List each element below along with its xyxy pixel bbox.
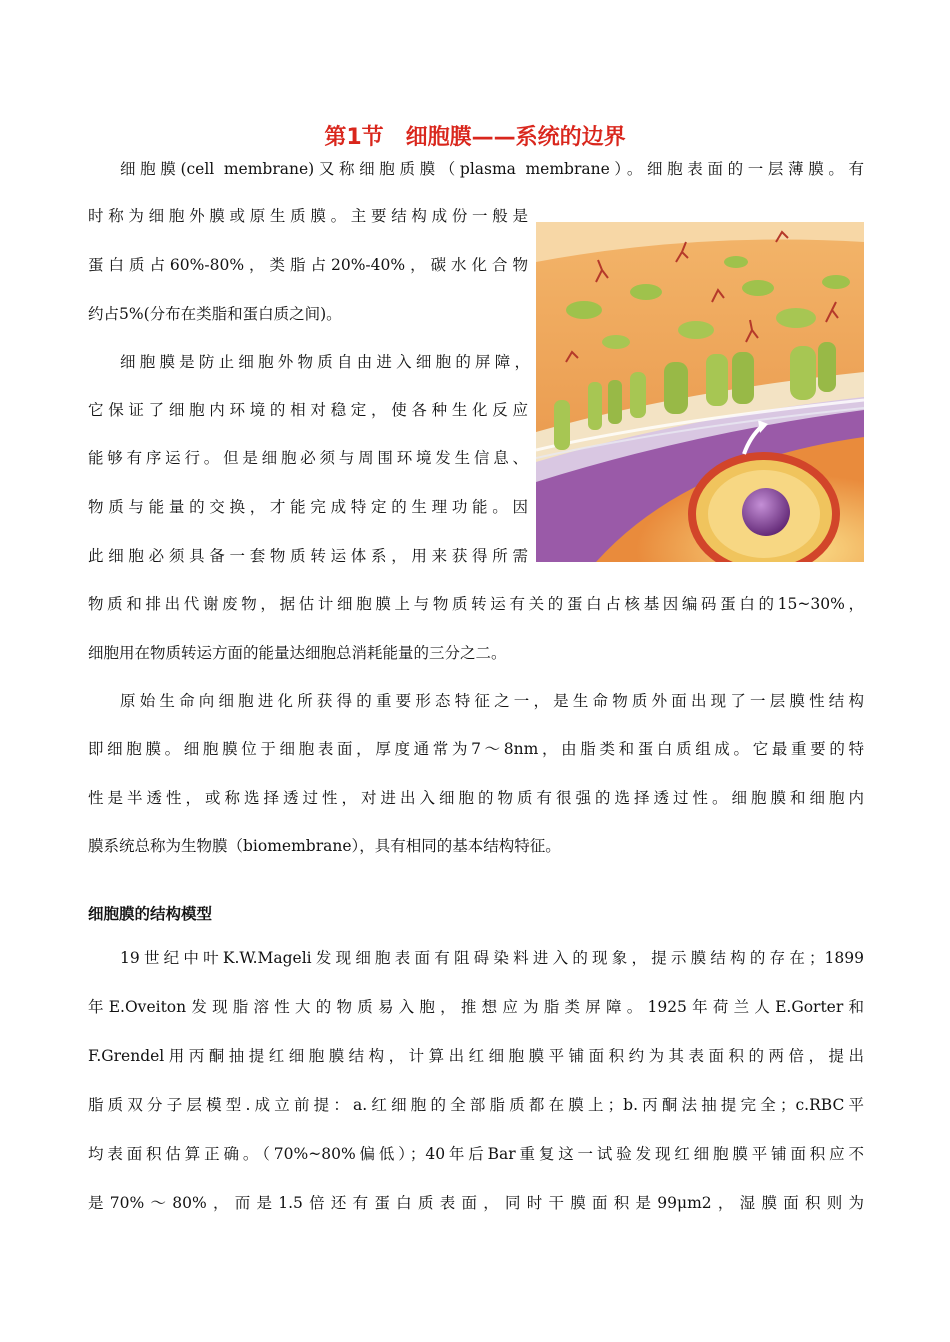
paragraph-4-line-6: 是70%～80%，而是1.5倍还有蛋白质表面，同时干膜面积是99μm2，湿膜面积则为: [88, 1194, 864, 1212]
paragraph-4-line-3: F.Grendel用丙酮抽提红细胞膜结构，计算出红细胞膜平铺面积约为其表面积的两倍，提出: [88, 1047, 864, 1065]
paragraph-1-line-4: 约占5%(分布在类脂和蛋白质之间)。: [88, 305, 342, 323]
paragraph-2-line-7: 细胞用在物质转运方面的能量达细胞总消耗能量的三分之二。: [88, 644, 507, 662]
cell-membrane-illustration-icon: [536, 222, 864, 562]
paragraph-3-line-3: 性是半透性，或称选择透过性，对进出入细胞的物质有很强的选择透过性。细胞膜和细胞内: [88, 789, 864, 807]
paragraph-2-line-3: 能够有序运行。但是细胞必须与周围环境发生信息、: [88, 449, 528, 467]
paragraph-4-line-1: 19世纪中叶K.W.Mageli发现细胞表面有阻碍染料进入的现象，提示膜结构的存在；1899: [120, 949, 864, 967]
paragraph-2-line-6: 物质和排出代谢废物，据估计细胞膜上与物质转运有关的蛋白占核基因编码蛋白的15~30%，: [88, 595, 864, 613]
cell-membrane-figure: [536, 222, 864, 562]
paragraph-1-line-1: 细胞膜(cell membrane)又称细胞质膜（plasma membrane）。细胞表面的一层薄膜。有: [120, 160, 864, 178]
paragraph-1-line-3: 蛋白质占60%-80%，类脂占20%-40%，碳水化合物: [88, 256, 528, 274]
section-heading: 细胞膜的结构模型: [88, 905, 213, 923]
paragraph-3-line-1: 原始生命向细胞进化所获得的重要形态特征之一，是生命物质外面出现了一层膜性结构: [120, 692, 864, 710]
paragraph-3-line-2: 即细胞膜。细胞膜位于细胞表面，厚度通常为7～8nm，由脂类和蛋白质组成。它最重要的特: [88, 740, 864, 758]
paragraph-4-line-4: 脂质双分子层模型.成立前提：a.红细胞的全部脂质都在膜上；b.丙酮法抽提完全；c.RBC平: [88, 1096, 864, 1114]
paragraph-1-line-2: 时称为细胞外膜或原生质膜。主要结构成份一般是: [88, 207, 528, 225]
paragraph-2-line-5: 此细胞必须具备一套物质转运体系，用来获得所需: [88, 547, 528, 565]
paragraph-2-line-1: 细胞膜是防止细胞外物质自由进入细胞的屏障，: [120, 353, 530, 371]
paragraph-3-line-4: 膜系统总称为生物膜（biomembrane），具有相同的基本结构特征。: [88, 837, 561, 855]
paragraph-4-line-5: 均表面积估算正确。（70%~80%偏低）；40年后Bar重复这一试验发现红细胞膜平铺面积应不: [88, 1145, 864, 1163]
paragraph-2-line-4: 物质与能量的交换，才能完成特定的生理功能。因: [88, 498, 528, 516]
paragraph-2-line-2: 它保证了细胞内环境的相对稳定，使各种生化反应: [88, 401, 528, 419]
page-title: 第1节 细胞膜——系统的边界: [324, 125, 626, 150]
paragraph-4-line-2: 年E.Oveiton发现脂溶性大的物质易入胞，推想应为脂类屏障。1925年荷兰人E.Gorter和: [88, 998, 864, 1016]
